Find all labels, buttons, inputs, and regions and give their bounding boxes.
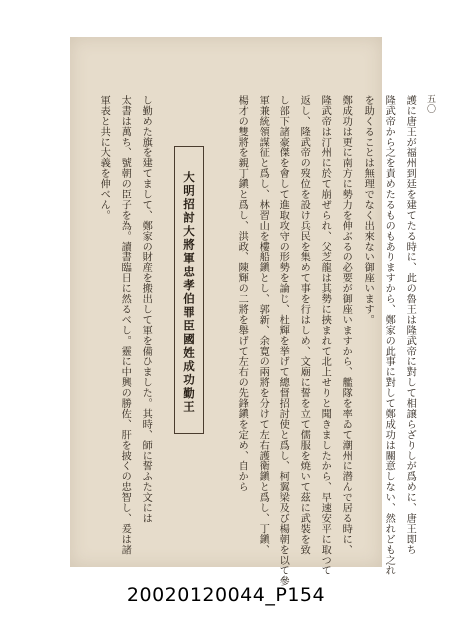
text-column: 護に唐王が福州到廷を建てたる時に、此の魯王は隆武帝に對して相譲らざりしが爲めに、唐王即ち: [404, 95, 416, 555]
section-title: 大明招討大將軍忠孝伯罪臣國姓成功勤王: [182, 171, 196, 414]
text-column: し部下諸豪傑を會して進取攻守の形勢を論じ、杜輝を挙げて總督招討使と爲し、柯翼梁及び楊朝を以て參: [277, 95, 289, 587]
section-title-box: [174, 146, 204, 434]
image-id-caption: 20020120044_P154: [126, 584, 326, 606]
text-column: 返し、隆武帝の歿位を設け兵民を集めて事を行はしめ、文廟に誓を立て儒服を焼いて茲に武裝を致: [298, 95, 310, 555]
text-column: 鄭成功は更に南方に勢力を伸ぶるの必要が御座いますから、艦隊を率ゐて潮州に潜んで居る時に、: [340, 95, 352, 555]
text-column: し勤めた旗を建てまして、鄭家の財産を搬出して軍を備ひました。其時、師に誓ふた文には: [140, 95, 152, 524]
text-column: 軍兼統領謀征と爲し、林習山を樓船鎭とし、郭新、余寛の兩將を分けて左右護衛鎭と爲し、丁鎭、: [257, 95, 269, 555]
page-number: 五〇: [425, 94, 435, 114]
scanned-book-page: [70, 37, 435, 587]
text-column: 軍表と共に大義を伸べん。: [98, 95, 110, 221]
text-column: 隆武帝から之を責めたるものもありますから、鄭家の此事に對して鄭成功は關意しない、然れども之れ: [383, 95, 395, 576]
text-column: 楊才の雙將を親丁鎭と爲し、洪政、陳輝の二將を舉げて左右の先鋒鎭を定め、自から: [236, 95, 248, 493]
text-column: を助くることは無理でなく出來ない御座います。: [362, 95, 374, 325]
text-column: 太書は萬ち、號朝の臣子を為。讀書臨日に然るべし。靈に中興の勝佐、肝を披くの忠智し、爰は諸: [119, 95, 131, 555]
text-column: 隆武帝は汀州に於て崩ぜられ、父芝龍は其勢に挾まれて北上せりと聞きましたから、早速安平に取つて: [319, 95, 331, 576]
